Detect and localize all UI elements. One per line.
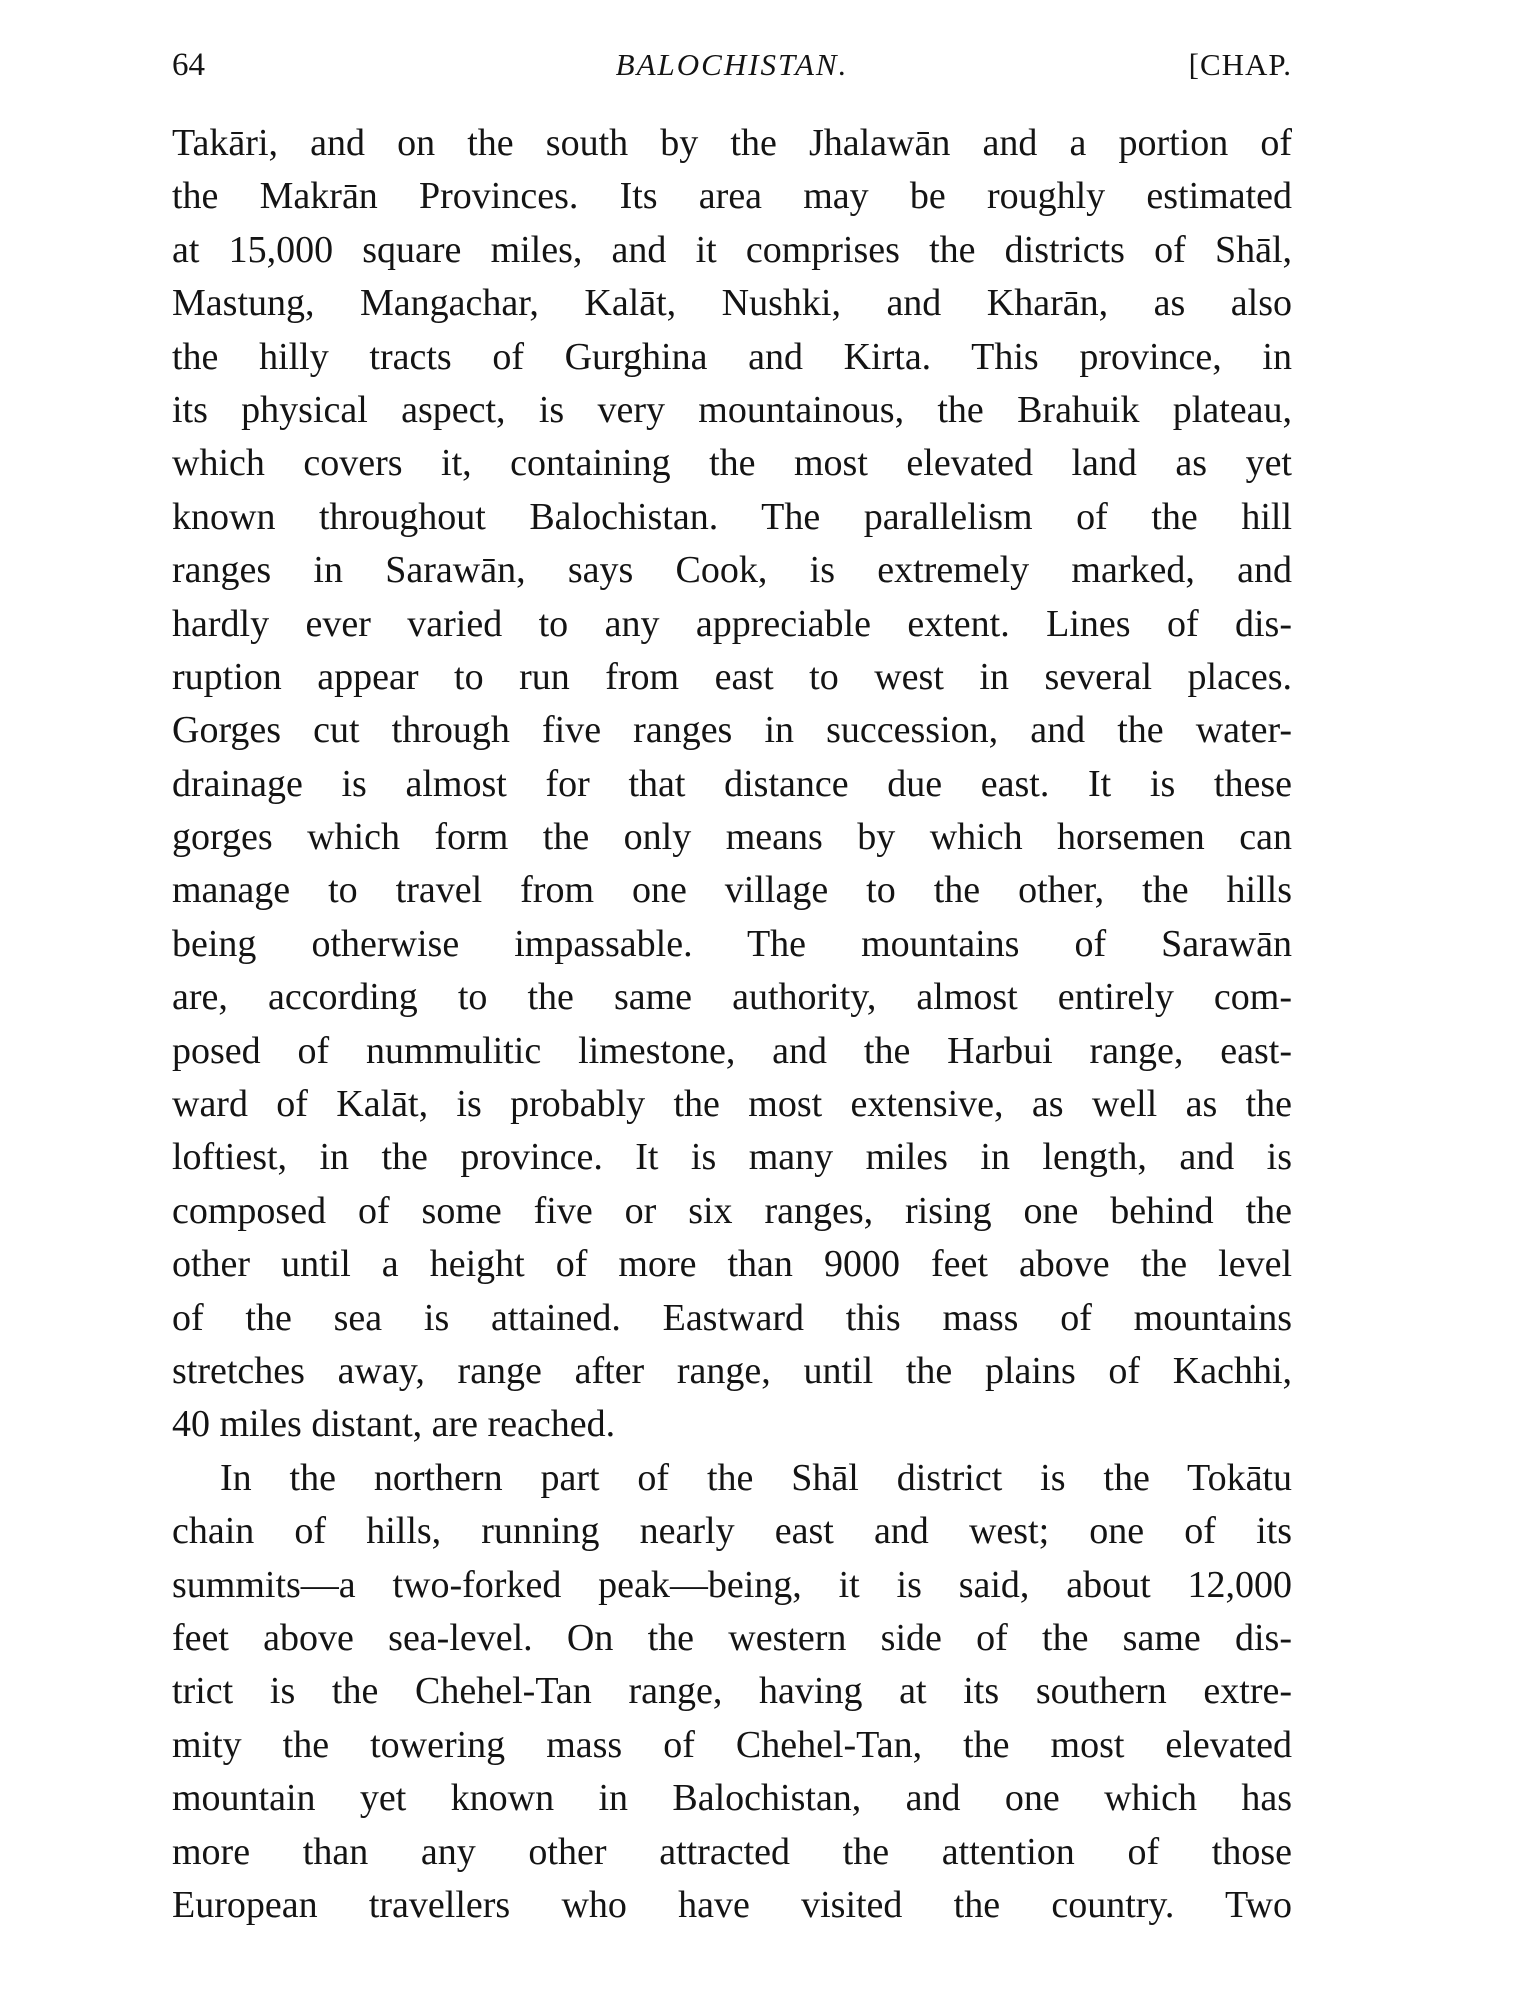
text-line: ward of Kalāt, is probably the most extensive, as well as the bbox=[172, 1083, 1292, 1126]
text-line: which covers it, containing the most elevated land as yet bbox=[172, 442, 1292, 485]
text-line: Takāri, and on the south by the Jhalawān and a portion of bbox=[172, 122, 1292, 164]
text-line: ruption appear to run from east to west in several places. bbox=[172, 655, 1292, 698]
text-line: other until a height of more than 9000 feet above the level bbox=[172, 1243, 1292, 1286]
text-line: Gorges cut through five ranges in succession, and the water- bbox=[172, 709, 1292, 752]
text-line: manage to travel from one village to the other, the hills bbox=[172, 869, 1292, 912]
text-line: composed of some five or six ranges, rising one behind the bbox=[172, 1189, 1292, 1232]
text-line: trict is the Chehel-Tan range, having at its southern extre- bbox=[172, 1670, 1292, 1713]
text-line: summits—a two-forked peak—being, it is said, about 12,000 bbox=[172, 1563, 1292, 1606]
text-line: In the northern part of the Shāl district is the Tokātu bbox=[220, 1456, 1292, 1499]
text-line: Mastung, Mangachar, Kalāt, Nushki, and Kharān, as also bbox=[172, 282, 1292, 325]
text-line: mity the towering mass of Chehel-Tan, the most elevated bbox=[172, 1723, 1292, 1766]
text-line: loftiest, in the province. It is many miles in length, and is bbox=[172, 1136, 1292, 1179]
text-line: posed of nummulitic limestone, and the Harbui range, east- bbox=[172, 1029, 1292, 1072]
text-line: its physical aspect, is very mountainous, the Brahuik plateau, bbox=[172, 388, 1292, 431]
text-line: at 15,000 square miles, and it comprises the districts of Shāl, bbox=[172, 228, 1292, 271]
running-title: BALOCHISTAN. bbox=[615, 47, 849, 82]
text-line: the hilly tracts of Gurghina and Kirta. This province, in bbox=[172, 335, 1292, 378]
page-number: 64 bbox=[172, 47, 205, 83]
text-line: European travellers who have visited the country. Two bbox=[172, 1883, 1292, 1926]
text-line: are, according to the same authority, almost entirely com- bbox=[172, 976, 1292, 1019]
chapter-marker: [CHAP. bbox=[1188, 47, 1292, 82]
running-head bbox=[172, 40, 1292, 90]
paragraph-2 bbox=[172, 1452, 1292, 1933]
body-text bbox=[172, 117, 1292, 1932]
text-line: known throughout Balochistan. The parallelism of the hill bbox=[172, 495, 1292, 538]
text-line: the Makrān Provinces. Its area may be roughly estimated bbox=[172, 175, 1292, 218]
text-line: hardly ever varied to any appreciable extent. Lines of dis- bbox=[172, 602, 1292, 645]
text-line: ranges in Sarawān, says Cook, is extremely marked, and bbox=[172, 549, 1292, 592]
text-line: of the sea is attained. Eastward this mass of mountains bbox=[172, 1296, 1292, 1339]
text-line: stretches away, range after range, until the plains of Kachhi, bbox=[172, 1349, 1292, 1392]
text-line: gorges which form the only means by which horsemen can bbox=[172, 816, 1292, 859]
text-line: feet above sea-level. On the western side of the same dis- bbox=[172, 1616, 1292, 1659]
text-line: 40 miles distant, are reached. bbox=[172, 1403, 616, 1446]
text-line: more than any other attracted the attention of those bbox=[172, 1830, 1292, 1873]
text-line: chain of hills, running nearly east and west; one of its bbox=[172, 1510, 1292, 1553]
text-line: mountain yet known in Balochistan, and one which has bbox=[172, 1777, 1292, 1820]
paragraph-1 bbox=[172, 117, 1292, 1452]
text-line: drainage is almost for that distance due east. It is these bbox=[172, 762, 1292, 805]
text-line: being otherwise impassable. The mountains of Sarawān bbox=[172, 922, 1292, 965]
